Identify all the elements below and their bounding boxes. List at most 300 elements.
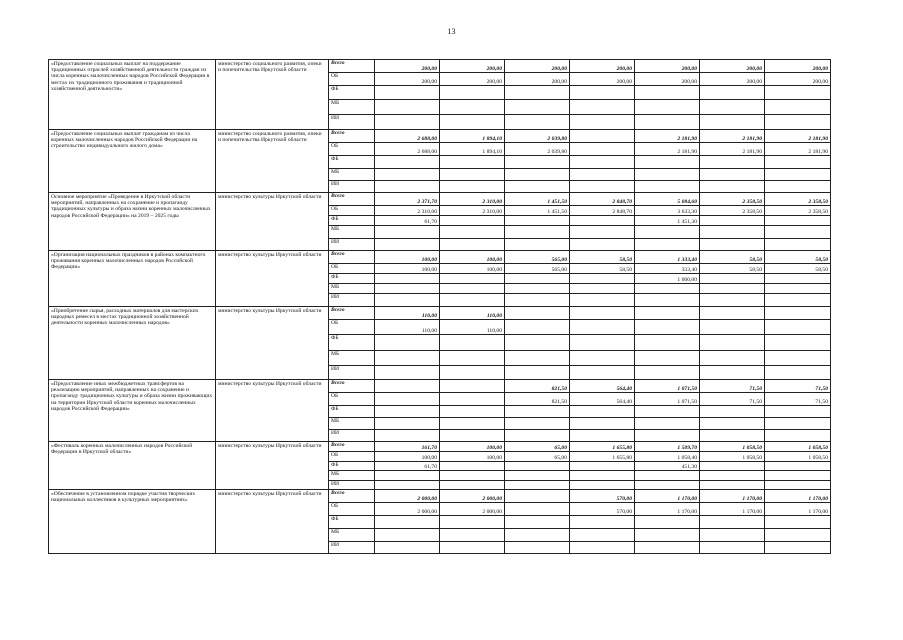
amount-cell: 65,00 bbox=[505, 452, 570, 462]
funding-source: ОБ bbox=[329, 503, 375, 516]
amount-cell bbox=[765, 335, 831, 351]
amount-cell bbox=[440, 380, 505, 393]
amount-cell bbox=[700, 284, 765, 294]
funding-source: ОБ bbox=[329, 143, 375, 156]
amount-cell: 565,00 bbox=[505, 251, 570, 264]
amount-cell bbox=[440, 393, 505, 406]
amount-cell: 110,00 bbox=[375, 307, 440, 320]
amount-cell bbox=[765, 481, 831, 490]
funding-source: МБ bbox=[329, 100, 375, 115]
amount-cell bbox=[505, 100, 570, 115]
amount-cell bbox=[570, 366, 635, 380]
amount-cell bbox=[375, 516, 440, 529]
amount-cell bbox=[635, 366, 700, 380]
amount-cell: 100,00 bbox=[440, 442, 505, 452]
amount-cell bbox=[570, 516, 635, 529]
amount-cell: 2 181,90 bbox=[635, 130, 700, 143]
amount-cell bbox=[375, 226, 440, 239]
funding-source: МБ bbox=[329, 284, 375, 294]
amount-cell bbox=[440, 430, 505, 442]
amount-cell: 2 181,90 bbox=[635, 143, 700, 156]
amount-cell bbox=[700, 181, 765, 193]
amount-cell bbox=[635, 430, 700, 442]
amount-cell bbox=[440, 169, 505, 181]
amount-cell: 2 000,00 bbox=[375, 503, 440, 516]
amount-cell bbox=[765, 462, 831, 471]
amount-cell bbox=[765, 516, 831, 529]
funding-source: ФБ bbox=[329, 462, 375, 471]
amount-cell bbox=[635, 169, 700, 181]
funding-source: ФБ bbox=[329, 406, 375, 418]
amount-cell bbox=[440, 481, 505, 490]
amount-cell bbox=[700, 226, 765, 239]
activity-name: «Приобретение сырья, расходных материалов для мастерских народных ремесел в местах традиционной хозяйственной деятельности коренных малочисленных народов» bbox=[49, 307, 216, 380]
amount-cell: 1 509,70 bbox=[635, 442, 700, 452]
amount-cell bbox=[505, 239, 570, 251]
amount-cell bbox=[570, 181, 635, 193]
amount-cell: 2 688,00 bbox=[375, 143, 440, 156]
amount-cell bbox=[440, 274, 505, 284]
amount-cell bbox=[375, 418, 440, 430]
amount-cell bbox=[765, 239, 831, 251]
amount-cell bbox=[700, 516, 765, 529]
amount-cell: 451,30 bbox=[635, 462, 700, 471]
amount-cell: 1 058,40 bbox=[635, 452, 700, 462]
amount-cell bbox=[375, 481, 440, 490]
responsible-executor: министерство культуры Иркутской области bbox=[216, 251, 329, 307]
amount-cell bbox=[765, 307, 831, 320]
amount-cell bbox=[765, 181, 831, 193]
amount-cell bbox=[765, 529, 831, 542]
amount-cell bbox=[440, 239, 505, 251]
amount-cell bbox=[700, 156, 765, 169]
responsible-executor: министерство культуры Иркутской области bbox=[216, 193, 329, 251]
amount-cell bbox=[505, 86, 570, 100]
amount-cell bbox=[375, 181, 440, 193]
amount-cell bbox=[505, 274, 570, 284]
table-row bbox=[49, 490, 831, 503]
amount-cell: 2 181,90 bbox=[700, 130, 765, 143]
amount-cell: 564,40 bbox=[570, 380, 635, 393]
amount-cell bbox=[765, 156, 831, 169]
amount-cell bbox=[570, 471, 635, 481]
amount-cell: 71,50 bbox=[700, 380, 765, 393]
funding-source: МБ bbox=[329, 169, 375, 181]
amount-cell: 58,50 bbox=[765, 251, 831, 264]
funding-source: Всего bbox=[329, 442, 375, 452]
amount-cell bbox=[505, 216, 570, 226]
amount-cell bbox=[440, 181, 505, 193]
amount-cell bbox=[505, 462, 570, 471]
amount-cell bbox=[635, 284, 700, 294]
amount-cell bbox=[375, 115, 440, 130]
amount-cell: 100,00 bbox=[375, 452, 440, 462]
funding-source: ИИ bbox=[329, 294, 375, 307]
amount-cell bbox=[570, 169, 635, 181]
funding-source: Всего bbox=[329, 251, 375, 264]
amount-cell: 100,00 bbox=[440, 251, 505, 264]
amount-cell bbox=[635, 418, 700, 430]
funding-source: Всего bbox=[329, 490, 375, 503]
amount-cell: 2 181,90 bbox=[765, 143, 831, 156]
amount-cell bbox=[505, 351, 570, 366]
table-row bbox=[49, 251, 831, 264]
amount-cell bbox=[375, 542, 440, 554]
table-row bbox=[49, 380, 831, 393]
funding-source: Всего bbox=[329, 193, 375, 206]
amount-cell bbox=[570, 418, 635, 430]
amount-cell bbox=[375, 406, 440, 418]
amount-cell: 1 170,00 bbox=[700, 490, 765, 503]
table-row bbox=[49, 130, 831, 143]
amount-cell bbox=[570, 542, 635, 554]
amount-cell bbox=[570, 481, 635, 490]
funding-source: Всего bbox=[329, 307, 375, 320]
amount-cell bbox=[635, 320, 700, 335]
amount-cell bbox=[765, 542, 831, 554]
amount-cell: 821,50 bbox=[505, 380, 570, 393]
amount-cell bbox=[765, 226, 831, 239]
amount-cell bbox=[700, 169, 765, 181]
table-row bbox=[49, 60, 831, 73]
amount-cell bbox=[375, 239, 440, 251]
amount-cell bbox=[505, 430, 570, 442]
amount-cell bbox=[440, 100, 505, 115]
amount-cell bbox=[700, 294, 765, 307]
amount-cell bbox=[700, 542, 765, 554]
amount-cell bbox=[375, 366, 440, 380]
funding-source: ИИ bbox=[329, 430, 375, 442]
activity-name: «Предоставление иных межбюджетных трансфертов на реализацию мероприятий, направленных на сохранение и пропаганду традиционных культуры и образа жизни проживающих на территории Иркутской области коренных малочисленных народов Российской Федерации» bbox=[49, 380, 216, 442]
amount-cell bbox=[765, 351, 831, 366]
amount-cell bbox=[765, 418, 831, 430]
amount-cell bbox=[570, 335, 635, 351]
amount-cell bbox=[440, 351, 505, 366]
amount-cell bbox=[635, 481, 700, 490]
amount-cell bbox=[375, 100, 440, 115]
amount-cell: 200,00 bbox=[635, 73, 700, 86]
responsible-executor: министерство культуры Иркутской области bbox=[216, 490, 329, 554]
amount-cell: 2 358,50 bbox=[700, 206, 765, 216]
amount-cell: 1 655,80 bbox=[570, 442, 635, 452]
amount-cell bbox=[765, 216, 831, 226]
amount-cell bbox=[765, 471, 831, 481]
amount-cell: 200,00 bbox=[440, 73, 505, 86]
amount-cell bbox=[375, 430, 440, 442]
amount-cell bbox=[700, 481, 765, 490]
amount-cell bbox=[700, 462, 765, 471]
table-row bbox=[49, 307, 831, 320]
amount-cell bbox=[700, 115, 765, 130]
amount-cell bbox=[635, 307, 700, 320]
amount-cell bbox=[505, 529, 570, 542]
amount-cell bbox=[375, 274, 440, 284]
amount-cell: 2 039,80 bbox=[505, 130, 570, 143]
amount-cell bbox=[505, 169, 570, 181]
funding-source: ИИ bbox=[329, 366, 375, 380]
amount-cell: 71,50 bbox=[765, 380, 831, 393]
amount-cell bbox=[635, 471, 700, 481]
amount-cell bbox=[375, 529, 440, 542]
funding-source: Всего bbox=[329, 130, 375, 143]
amount-cell: 2 358,50 bbox=[765, 193, 831, 206]
amount-cell: 100,00 bbox=[440, 264, 505, 274]
amount-cell bbox=[570, 307, 635, 320]
amount-cell: 71,50 bbox=[700, 393, 765, 406]
amount-cell: 1 655,80 bbox=[570, 452, 635, 462]
amount-cell bbox=[440, 418, 505, 430]
table-row bbox=[49, 193, 831, 206]
amount-cell bbox=[570, 86, 635, 100]
amount-cell: 570,00 bbox=[570, 490, 635, 503]
amount-cell: 333,40 bbox=[635, 264, 700, 274]
funding-source: ОБ bbox=[329, 264, 375, 274]
amount-cell bbox=[765, 406, 831, 418]
responsible-executor: министерство социального развития, опеки и попечительства Иркутской области bbox=[216, 60, 329, 130]
amount-cell bbox=[375, 294, 440, 307]
amount-cell bbox=[635, 542, 700, 554]
amount-cell: 61,70 bbox=[375, 216, 440, 226]
amount-cell bbox=[440, 471, 505, 481]
amount-cell: 2 181,90 bbox=[765, 130, 831, 143]
budget-table bbox=[48, 59, 831, 554]
amount-cell: 570,00 bbox=[570, 503, 635, 516]
amount-cell: 2 358,50 bbox=[700, 193, 765, 206]
amount-cell bbox=[505, 490, 570, 503]
funding-source: ИИ bbox=[329, 181, 375, 193]
amount-cell: 2 000,00 bbox=[375, 490, 440, 503]
amount-cell: 58,50 bbox=[570, 251, 635, 264]
amount-cell bbox=[505, 294, 570, 307]
amount-cell bbox=[440, 406, 505, 418]
amount-cell bbox=[765, 86, 831, 100]
amount-cell: 2 371,70 bbox=[375, 193, 440, 206]
amount-cell bbox=[375, 471, 440, 481]
amount-cell bbox=[700, 406, 765, 418]
amount-cell bbox=[635, 181, 700, 193]
amount-cell bbox=[505, 115, 570, 130]
amount-cell bbox=[700, 335, 765, 351]
amount-cell: 1 170,00 bbox=[700, 503, 765, 516]
amount-cell bbox=[440, 284, 505, 294]
amount-cell bbox=[375, 380, 440, 393]
amount-cell: 565,00 bbox=[505, 264, 570, 274]
amount-cell bbox=[375, 284, 440, 294]
amount-cell bbox=[765, 274, 831, 284]
amount-cell: 5 084,60 bbox=[635, 193, 700, 206]
page-number: 13 bbox=[447, 27, 456, 36]
amount-cell: 58,50 bbox=[765, 264, 831, 274]
amount-cell bbox=[635, 86, 700, 100]
amount-cell bbox=[440, 366, 505, 380]
table-row bbox=[49, 442, 831, 452]
responsible-executor: министерство культуры Иркутской области bbox=[216, 380, 329, 442]
amount-cell bbox=[505, 335, 570, 351]
amount-cell bbox=[440, 529, 505, 542]
amount-cell bbox=[505, 542, 570, 554]
amount-cell bbox=[505, 320, 570, 335]
amount-cell bbox=[765, 169, 831, 181]
amount-cell: 200,00 bbox=[765, 73, 831, 86]
amount-cell: 3 633,30 bbox=[635, 206, 700, 216]
budget-table-body bbox=[49, 60, 831, 554]
amount-cell bbox=[570, 274, 635, 284]
amount-cell: 200,00 bbox=[700, 73, 765, 86]
amount-cell bbox=[700, 430, 765, 442]
amount-cell: 200,00 bbox=[700, 60, 765, 73]
amount-cell: 1 894,10 bbox=[440, 130, 505, 143]
amount-cell bbox=[375, 169, 440, 181]
amount-cell: 71,50 bbox=[765, 393, 831, 406]
amount-cell bbox=[375, 156, 440, 169]
amount-cell bbox=[505, 284, 570, 294]
amount-cell: 61,70 bbox=[375, 462, 440, 471]
amount-cell bbox=[700, 529, 765, 542]
amount-cell bbox=[570, 100, 635, 115]
activity-name: Основное мероприятие «Проведение в Иркутской области мероприятий, направленных на сохранение и пропаганду традиционных культуры и образа жизни коренных малочисленных народов Российской Федерации» на 2019 – 2025 годы bbox=[49, 193, 216, 251]
funding-source: ОБ bbox=[329, 393, 375, 406]
funding-source: ИИ bbox=[329, 115, 375, 130]
amount-cell bbox=[505, 503, 570, 516]
amount-cell bbox=[440, 516, 505, 529]
amount-cell: 1 333,40 bbox=[635, 251, 700, 264]
amount-cell: 2 039,80 bbox=[505, 143, 570, 156]
amount-cell bbox=[700, 100, 765, 115]
amount-cell: 1 058,50 bbox=[765, 452, 831, 462]
amount-cell: 1 170,00 bbox=[635, 490, 700, 503]
amount-cell bbox=[570, 406, 635, 418]
amount-cell: 2 000,00 bbox=[440, 503, 505, 516]
amount-cell bbox=[765, 100, 831, 115]
funding-source: МБ bbox=[329, 471, 375, 481]
amount-cell bbox=[765, 284, 831, 294]
funding-source: ФБ bbox=[329, 86, 375, 100]
amount-cell bbox=[570, 294, 635, 307]
amount-cell bbox=[700, 351, 765, 366]
amount-cell: 1 000,00 bbox=[635, 274, 700, 284]
funding-source: ИИ bbox=[329, 239, 375, 251]
amount-cell bbox=[570, 430, 635, 442]
amount-cell: 200,00 bbox=[635, 60, 700, 73]
amount-cell bbox=[765, 430, 831, 442]
amount-cell: 1 058,50 bbox=[700, 452, 765, 462]
funding-source: Всего bbox=[329, 380, 375, 393]
amount-cell: 58,50 bbox=[700, 251, 765, 264]
amount-cell bbox=[505, 226, 570, 239]
amount-cell: 2 688,00 bbox=[375, 130, 440, 143]
amount-cell bbox=[505, 471, 570, 481]
amount-cell: 200,00 bbox=[505, 73, 570, 86]
amount-cell bbox=[635, 156, 700, 169]
amount-cell bbox=[700, 366, 765, 380]
amount-cell bbox=[505, 156, 570, 169]
amount-cell: 2 181,90 bbox=[700, 143, 765, 156]
amount-cell: 200,00 bbox=[375, 73, 440, 86]
amount-cell bbox=[570, 320, 635, 335]
funding-source: МБ bbox=[329, 226, 375, 239]
amount-cell: 110,00 bbox=[375, 320, 440, 335]
funding-source: Всего bbox=[329, 60, 375, 73]
amount-cell: 100,00 bbox=[375, 264, 440, 274]
amount-cell: 2 310,00 bbox=[440, 193, 505, 206]
amount-cell bbox=[375, 393, 440, 406]
funding-source: ФБ bbox=[329, 516, 375, 529]
amount-cell bbox=[570, 284, 635, 294]
amount-cell: 1 451,30 bbox=[635, 216, 700, 226]
amount-cell bbox=[635, 115, 700, 130]
amount-cell: 100,00 bbox=[375, 251, 440, 264]
amount-cell bbox=[700, 320, 765, 335]
responsible-executor: министерство культуры Иркутской области bbox=[216, 442, 329, 490]
amount-cell bbox=[700, 307, 765, 320]
amount-cell bbox=[570, 462, 635, 471]
amount-cell bbox=[635, 351, 700, 366]
activity-name: «Предоставление социальных выплат на поддержание традиционных отраслей хозяйственной деятельности граждан из числа коренных малочисленных народов Российской Федерации в местах их традиционного проживания и традиционной хозяйственной деятельности» bbox=[49, 60, 216, 130]
amount-cell: 200,00 bbox=[570, 60, 635, 73]
funding-source: МБ bbox=[329, 529, 375, 542]
amount-cell: 1 894,10 bbox=[440, 143, 505, 156]
amount-cell bbox=[635, 294, 700, 307]
amount-cell: 1 170,00 bbox=[765, 490, 831, 503]
amount-cell bbox=[570, 351, 635, 366]
amount-cell bbox=[440, 335, 505, 351]
amount-cell: 2 000,00 bbox=[440, 490, 505, 503]
amount-cell bbox=[505, 481, 570, 490]
amount-cell: 2 848,70 bbox=[570, 206, 635, 216]
amount-cell bbox=[700, 239, 765, 251]
amount-cell: 110,00 bbox=[440, 320, 505, 335]
amount-cell bbox=[505, 366, 570, 380]
funding-source: ФБ bbox=[329, 335, 375, 351]
amount-cell bbox=[635, 100, 700, 115]
amount-cell bbox=[765, 115, 831, 130]
amount-cell: 1 058,50 bbox=[765, 442, 831, 452]
amount-cell bbox=[635, 529, 700, 542]
amount-cell: 161,70 bbox=[375, 442, 440, 452]
amount-cell: 1 058,50 bbox=[700, 442, 765, 452]
amount-cell bbox=[440, 294, 505, 307]
amount-cell bbox=[570, 115, 635, 130]
amount-cell bbox=[440, 542, 505, 554]
amount-cell bbox=[765, 366, 831, 380]
amount-cell bbox=[700, 471, 765, 481]
funding-source: ФБ bbox=[329, 274, 375, 284]
funding-source: ФБ bbox=[329, 216, 375, 226]
amount-cell bbox=[635, 406, 700, 418]
amount-cell bbox=[700, 86, 765, 100]
funding-source: ОБ bbox=[329, 73, 375, 86]
amount-cell bbox=[765, 320, 831, 335]
amount-cell bbox=[570, 216, 635, 226]
amount-cell: 821,50 bbox=[505, 393, 570, 406]
activity-name: «Фестиваль коренных малочисленных народов Российской Федерации в Иркутской области» bbox=[49, 442, 216, 490]
amount-cell bbox=[440, 226, 505, 239]
amount-cell bbox=[635, 335, 700, 351]
amount-cell bbox=[440, 216, 505, 226]
amount-cell: 200,00 bbox=[375, 60, 440, 73]
amount-cell bbox=[570, 226, 635, 239]
amount-cell bbox=[700, 274, 765, 284]
amount-cell bbox=[505, 307, 570, 320]
amount-cell bbox=[700, 418, 765, 430]
amount-cell: 58,50 bbox=[570, 264, 635, 274]
amount-cell: 2 848,70 bbox=[570, 193, 635, 206]
amount-cell: 1 170,00 bbox=[635, 503, 700, 516]
amount-cell: 65,00 bbox=[505, 442, 570, 452]
amount-cell bbox=[570, 143, 635, 156]
amount-cell bbox=[440, 462, 505, 471]
amount-cell bbox=[440, 156, 505, 169]
